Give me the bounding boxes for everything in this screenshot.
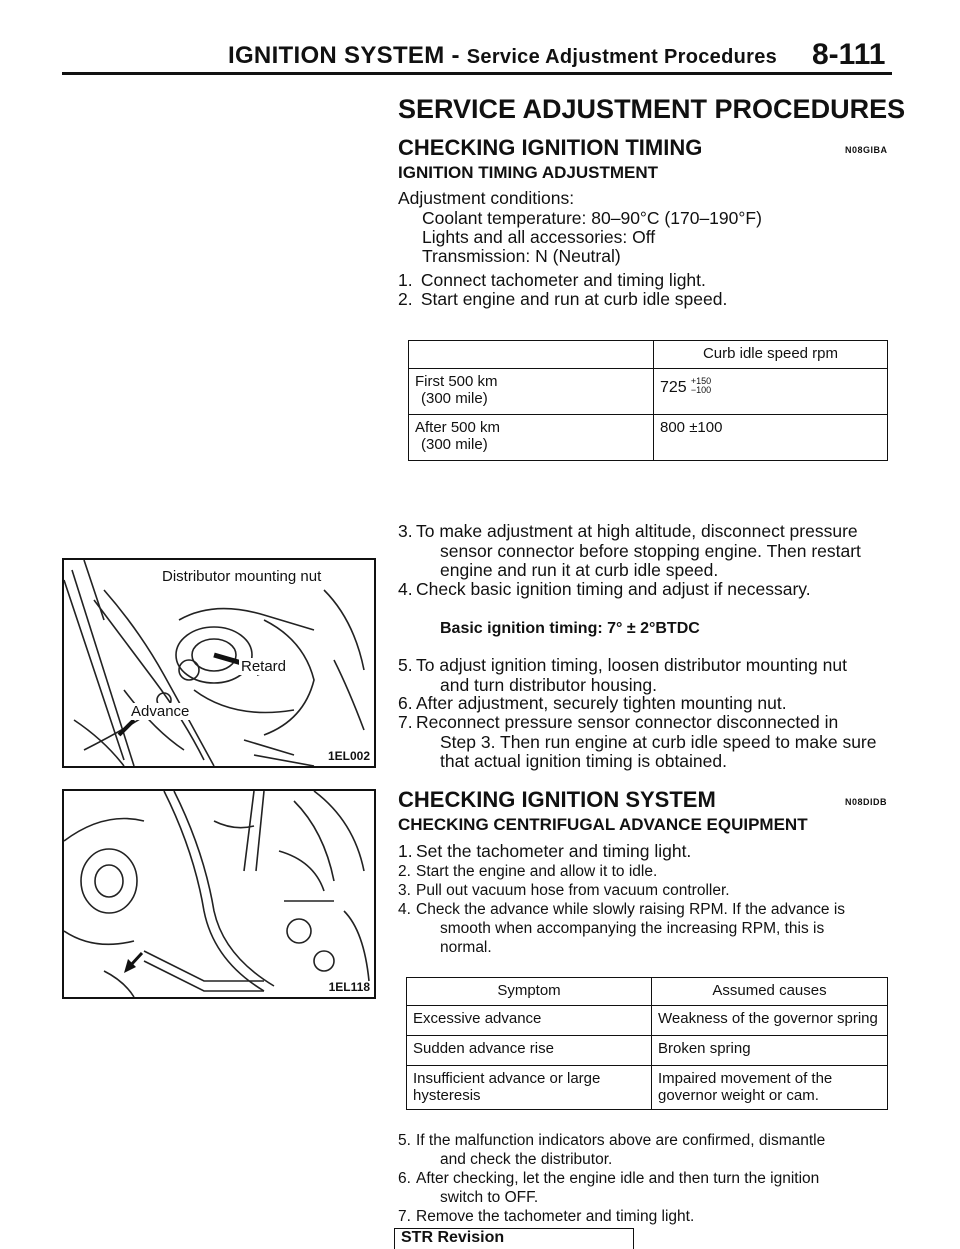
step-text: To make adjustment at high altitude, disconnect pressure bbox=[416, 521, 858, 541]
step-text: After checking, let the engine idle and then turn the ignition bbox=[416, 1170, 820, 1187]
header-title-sub: Service Adjustment Procedures bbox=[466, 46, 778, 68]
header-title-main: IGNITION SYSTEM bbox=[228, 42, 445, 69]
condition-3: Transmission: N (Neutral) bbox=[422, 246, 621, 266]
step-text: If the malfunction indicators above are confirmed, dismantle bbox=[416, 1132, 826, 1149]
callout-advance: Advance bbox=[131, 703, 190, 720]
header-title bbox=[228, 42, 777, 70]
table-cell bbox=[654, 369, 888, 415]
step-number: 3. bbox=[398, 882, 411, 899]
distributor-illustration bbox=[64, 560, 374, 766]
step-number: 1. bbox=[398, 841, 413, 861]
figure-vacuum bbox=[62, 789, 376, 999]
rpm-tolerance-plus: +150 bbox=[690, 376, 712, 387]
conditions-label: Adjustment conditions: bbox=[398, 188, 575, 208]
step-a2 bbox=[398, 290, 727, 309]
condition-2: Lights and all accessories: Off bbox=[422, 227, 656, 247]
table-cell: 800 ±100 bbox=[654, 415, 888, 461]
system-code: N08DIDB bbox=[845, 797, 888, 807]
rpm-value: 725 bbox=[660, 379, 687, 396]
step-5 bbox=[398, 656, 847, 675]
table-row bbox=[407, 1006, 888, 1036]
table-corner bbox=[409, 341, 654, 369]
step-text: and turn distributor housing. bbox=[440, 675, 657, 695]
step-text: Step 3. Then run engine at curb idle speed to make sure bbox=[440, 732, 877, 752]
step-number: 3. bbox=[398, 521, 413, 541]
step-text: smooth when accompanying the increasing RPM, this is bbox=[440, 920, 825, 937]
table-header: Assumed causes bbox=[652, 978, 888, 1006]
curb-idle-table bbox=[408, 340, 888, 461]
timing-subheading: IGNITION TIMING ADJUSTMENT bbox=[398, 163, 659, 182]
step-text: normal. bbox=[440, 939, 492, 956]
table-cell: Excessive advance bbox=[407, 1006, 652, 1036]
sys-step-3 bbox=[398, 881, 730, 900]
sys-step-7 bbox=[398, 1207, 694, 1226]
table-cell bbox=[409, 415, 654, 461]
timing-code: N08GIBA bbox=[845, 145, 888, 155]
system-heading: CHECKING IGNITION SYSTEM bbox=[398, 787, 716, 812]
step-text: Check basic ignition timing and adjust if necessary. bbox=[416, 579, 811, 599]
step-text: Pull out vacuum hose from vacuum controller. bbox=[416, 882, 730, 899]
row-label: First 500 km bbox=[415, 373, 498, 390]
sys-step-2 bbox=[398, 862, 657, 881]
step-a1 bbox=[398, 271, 706, 290]
table-cell: Impaired movement of the governor weight or cam. bbox=[652, 1066, 888, 1110]
step-text: sensor connector before stopping engine. Then restart bbox=[440, 541, 861, 561]
page-number: 8-111 bbox=[812, 38, 886, 71]
step-4 bbox=[398, 580, 811, 599]
symptom-table bbox=[406, 977, 888, 1110]
figure-label: 1EL002 bbox=[327, 749, 370, 763]
callout-distributor-nut: Distributor mounting nut bbox=[162, 568, 322, 585]
sys-step-5 bbox=[398, 1131, 825, 1150]
step-number: 7. bbox=[398, 712, 413, 732]
step-text: and check the distributor. bbox=[440, 1151, 613, 1168]
row-sublabel: (300 mile) bbox=[421, 390, 488, 407]
step-number: 7. bbox=[398, 1208, 411, 1225]
step-number: 6. bbox=[398, 693, 413, 713]
basic-timing-spec: Basic ignition timing: 7° ± 2°BTDC bbox=[440, 620, 700, 637]
header-rule bbox=[62, 72, 892, 75]
system-subheading: CHECKING CENTRIFUGAL ADVANCE EQUIPMENT bbox=[398, 815, 808, 834]
figure-label: 1EL118 bbox=[328, 980, 370, 994]
step-text: Set the tachometer and timing light. bbox=[416, 841, 692, 861]
table-row bbox=[409, 415, 888, 461]
step-3 bbox=[398, 522, 858, 541]
condition-1: Coolant temperature: 80–90°C (170–190°F) bbox=[422, 208, 762, 228]
step-number: 1. bbox=[398, 270, 413, 290]
rpm-tolerance-minus: −100 bbox=[690, 385, 712, 396]
step-text: Start engine and run at curb idle speed. bbox=[420, 289, 728, 309]
table-row bbox=[409, 369, 888, 415]
table-header: Curb idle speed rpm bbox=[654, 341, 888, 369]
section-title: SERVICE ADJUSTMENT PROCEDURES bbox=[398, 94, 906, 124]
step-7 bbox=[398, 713, 838, 732]
table-cell: Sudden advance rise bbox=[407, 1036, 652, 1066]
step-text: Connect tachometer and timing light. bbox=[420, 270, 706, 290]
callout-retard: Retard bbox=[241, 658, 287, 675]
sys-step-4 bbox=[398, 900, 845, 919]
footer-revision: STR Revision bbox=[394, 1228, 634, 1249]
header-title-dash: - bbox=[451, 42, 460, 69]
step-number: 4. bbox=[398, 901, 411, 918]
step-number: 2. bbox=[398, 289, 413, 309]
step-number: 5. bbox=[398, 1132, 411, 1149]
table-cell: Weakness of the governor spring bbox=[652, 1006, 888, 1036]
table-cell: Insufficient advance or large hysteresis bbox=[407, 1066, 652, 1110]
step-text: engine and run it at curb idle speed. bbox=[440, 560, 719, 580]
vacuum-hose-illustration bbox=[64, 791, 374, 997]
step-text: Reconnect pressure sensor connector disconnected in bbox=[416, 712, 839, 732]
sys-step-6 bbox=[398, 1169, 819, 1188]
step-number: 2. bbox=[398, 863, 411, 880]
step-number: 4. bbox=[398, 579, 413, 599]
step-number: 6. bbox=[398, 1170, 411, 1187]
step-number: 5. bbox=[398, 655, 413, 675]
row-sublabel: (300 mile) bbox=[421, 436, 488, 453]
table-header: Symptom bbox=[407, 978, 652, 1006]
figure-distributor bbox=[62, 558, 376, 768]
table-cell bbox=[409, 369, 654, 415]
row-label: After 500 km bbox=[415, 419, 501, 436]
step-text: To adjust ignition timing, loosen distributor mounting nut bbox=[416, 655, 847, 675]
step-text: After adjustment, securely tighten mounting nut. bbox=[416, 693, 787, 713]
step-6 bbox=[398, 694, 787, 713]
step-text: Start the engine and allow it to idle. bbox=[416, 863, 658, 880]
step-text: switch to OFF. bbox=[440, 1189, 539, 1206]
table-row bbox=[407, 1066, 888, 1110]
step-text: Remove the tachometer and timing light. bbox=[416, 1208, 695, 1225]
table-cell: Broken spring bbox=[652, 1036, 888, 1066]
timing-heading: CHECKING IGNITION TIMING bbox=[398, 135, 703, 160]
table-row bbox=[407, 1036, 888, 1066]
sys-step-1 bbox=[398, 842, 691, 861]
step-text: that actual ignition timing is obtained. bbox=[440, 751, 727, 771]
step-text: Check the advance while slowly raising RPM. If the advance is bbox=[416, 901, 846, 918]
